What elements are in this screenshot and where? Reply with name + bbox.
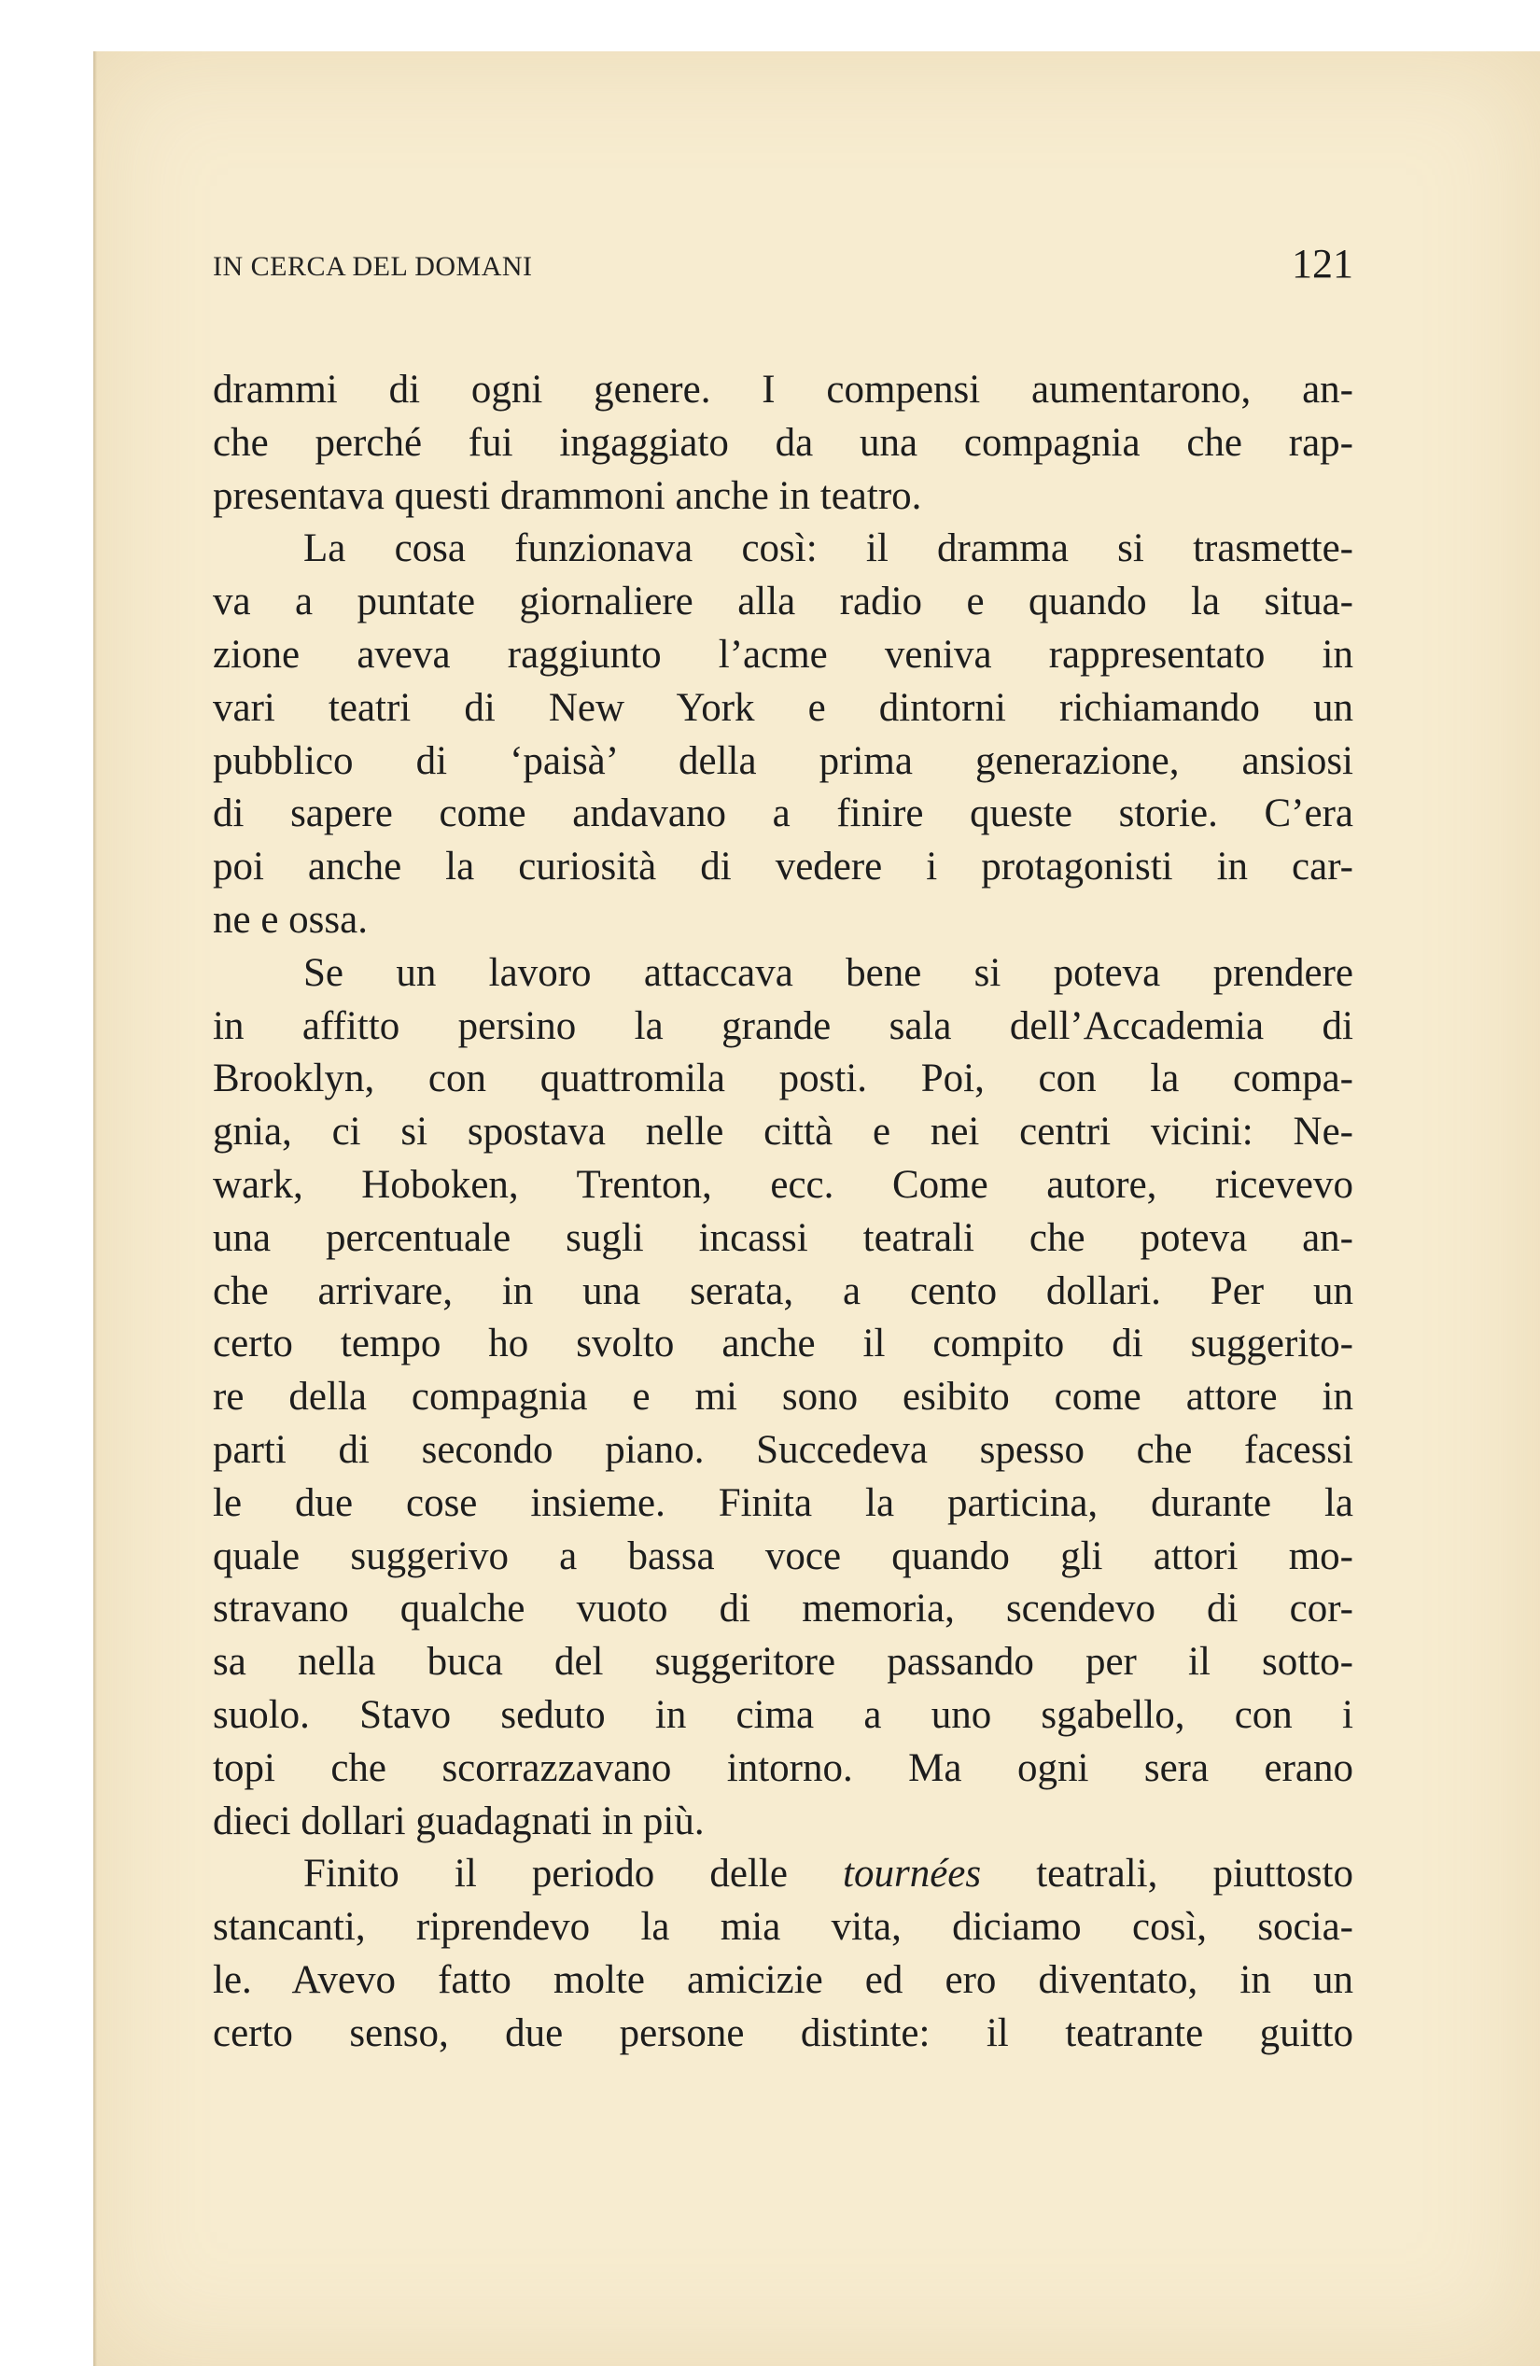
text-line: una percentuale sugli incassi teatrali che poteva an- (213, 1215, 1353, 1260)
text-line: gnia, ci si spostava nelle città e nei centri vicini: Ne- (213, 1110, 1353, 1155)
running-head (213, 210, 1353, 287)
text-line: re della compagnia e mi sono esibito come attore in (213, 1375, 1353, 1420)
text-line: in affitto persino la grande sala dell’Accademia di (213, 1003, 1353, 1048)
text-line: zione aveva raggiunto l’acme veniva rappresentato in (213, 632, 1353, 677)
text-line: poi anche la curiosità di vedere i protagonisti in car- (213, 845, 1353, 889)
text-line: va a puntate giornaliere alla radio e quando la situa- (213, 580, 1353, 624)
text-line: sa nella buca del suggeritore passando per il sotto- (213, 1640, 1353, 1685)
italic-word: tournées (843, 1852, 982, 1897)
text-line: certo tempo ho svolto anche il compito di suggerito- (213, 1322, 1353, 1366)
page-edge-shadow (93, 51, 97, 2366)
text-line: stravano qualche vuoto di memoria, scendevo di cor- (213, 1587, 1353, 1631)
text-line: le due cose insieme. Finita la particina, durante la (213, 1480, 1353, 1525)
text-line: topi che scorrazzavano intorno. Ma ogni sera erano (213, 1745, 1353, 1790)
text-line: certo senso, due persone distinte: il teatrante guitto (213, 2010, 1353, 2055)
text-line: vari teatri di New York e dintorni richiamando un (213, 685, 1353, 730)
text-line: che arrivare, in una serata, a cento dollari. Per un (213, 1268, 1353, 1313)
text-line: che perché fui ingaggiato da una compagnia che rap- (213, 420, 1353, 465)
text-line: drammi di ogni genere. I compensi aumentarono, an- (213, 368, 1353, 412)
text-line: stancanti, riprendevo la mia vita, diciamo così, socia- (213, 1905, 1353, 1950)
text-line: wark, Hoboken, Trenton, ecc. Come autore, ricevevo (213, 1162, 1353, 1207)
text-line: ne e ossa. (213, 897, 368, 942)
text-line: La cosa funzionava così: il dramma si trasmette- (303, 526, 1353, 571)
text-line: suolo. Stavo seduto in cima a uno sgabello, con i (213, 1692, 1353, 1737)
text-line: Se un lavoro attaccava bene si poteva prendere (303, 950, 1353, 995)
text-line: Brooklyn, con quattromila posti. Poi, con la compa- (213, 1057, 1353, 1101)
text-line: pubblico di ‘paisà’ della prima generazione, ansiosi (213, 738, 1353, 783)
body-text (213, 364, 1353, 2061)
text-line: dieci dollari guadagnati in più. (213, 1799, 705, 1843)
text-line: presentava questi drammoni anche in teatro. (213, 473, 922, 518)
running-title: IN CERCA DEL DOMANI (213, 251, 533, 282)
page-number: 121 (1292, 241, 1353, 287)
text-line: le. Avevo fatto molte amicizie ed ero diventato, in un (213, 1957, 1353, 2002)
text-line: quale suggerivo a bassa voce quando gli attori mo- (213, 1533, 1353, 1578)
text-line: Finito il periodo delle tournées teatrali, piuttosto (303, 1852, 1353, 1897)
text-line: di sapere come andavano a finire queste storie. C’era (213, 791, 1353, 836)
text-line: parti di secondo piano. Succedeva spesso che facessi (213, 1427, 1353, 1472)
